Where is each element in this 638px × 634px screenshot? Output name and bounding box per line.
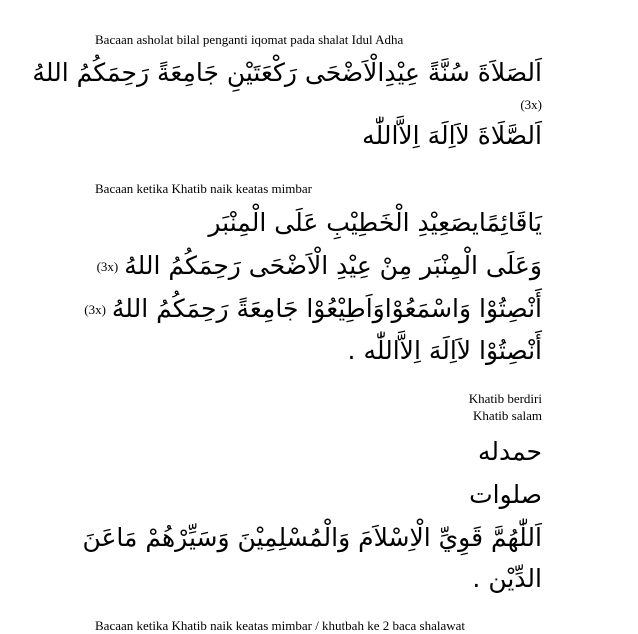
arabic-line-assholat-tahlil: اَلصَّلَاةَ لاَاِلَهَ اِلاَّاللّٰه [362,121,542,150]
arabic-line-shalawat: صلوات [469,480,542,509]
arabic-line-doa: اَللّٰهُمَّ قَوِيِّ الْاِسْلاَمَ وَالْمُسْلِمِيْنَ وَسَيِّرْهُمْ مَاعَنَ [82,523,542,552]
note-khatib-salam: Khatib salam [473,408,542,423]
arabic-line-anshitu [78,291,542,328]
arabic-line-anshitu-tahlil: أَنْصِتُوْا لاَاِلَهَ اِلاَّاللّٰه . [347,336,542,365]
arabic-line-assholat: اَلصَلاَةَ سُنَّةً عِيْدِالْاَضْحَى رَكْعَتَيْنِ جَامِعَةً رَحِمَكُمُ اللهُ [32,58,542,87]
repeat-count: (3x) [96,259,119,274]
arabic-line-wa-alal-minbar-text: وَعَلَى الْمِنْبَر مِنْ عِيْدِ الْاَضْحَى رَحِمَكُمُ اللهُ [124,251,542,280]
heading-khatib-naik-mimbar: Bacaan ketika Khatib naik keatas mimbar [95,181,312,196]
note-khatib-berdiri: Khatib berdiri [468,391,542,406]
arabic-line-hamdalah: حمدله [477,437,542,466]
arabic-line-anshitu-text: أَنْصِتُوْا وَاسْمَعُوْاوَاَطِيْعُوْا جَامِعَةً رَحِمَكُمُ اللهُ [111,294,542,323]
heading-iqomat-idul-adha: Bacaan asholat bilal penganti iqomat pada shalat Idul Adha [95,32,404,47]
arabic-line-ya-qaiman: يَاقَائِمًايصَعِيْدِ الْخَطِيْبِ عَلَى الْمِنْبَر [208,208,542,237]
repeat-count: (3x) [84,302,106,317]
arabic-line-wa-alal-minbar [91,248,542,285]
arabic-line-ad-din: الدِّيْن . [472,564,542,593]
repeat-count: (3x) [520,97,542,112]
heading-khutbah-kedua: Bacaan ketika Khatib naik keatas mimbar / khutbah ke 2 baca shalawat [95,618,465,633]
